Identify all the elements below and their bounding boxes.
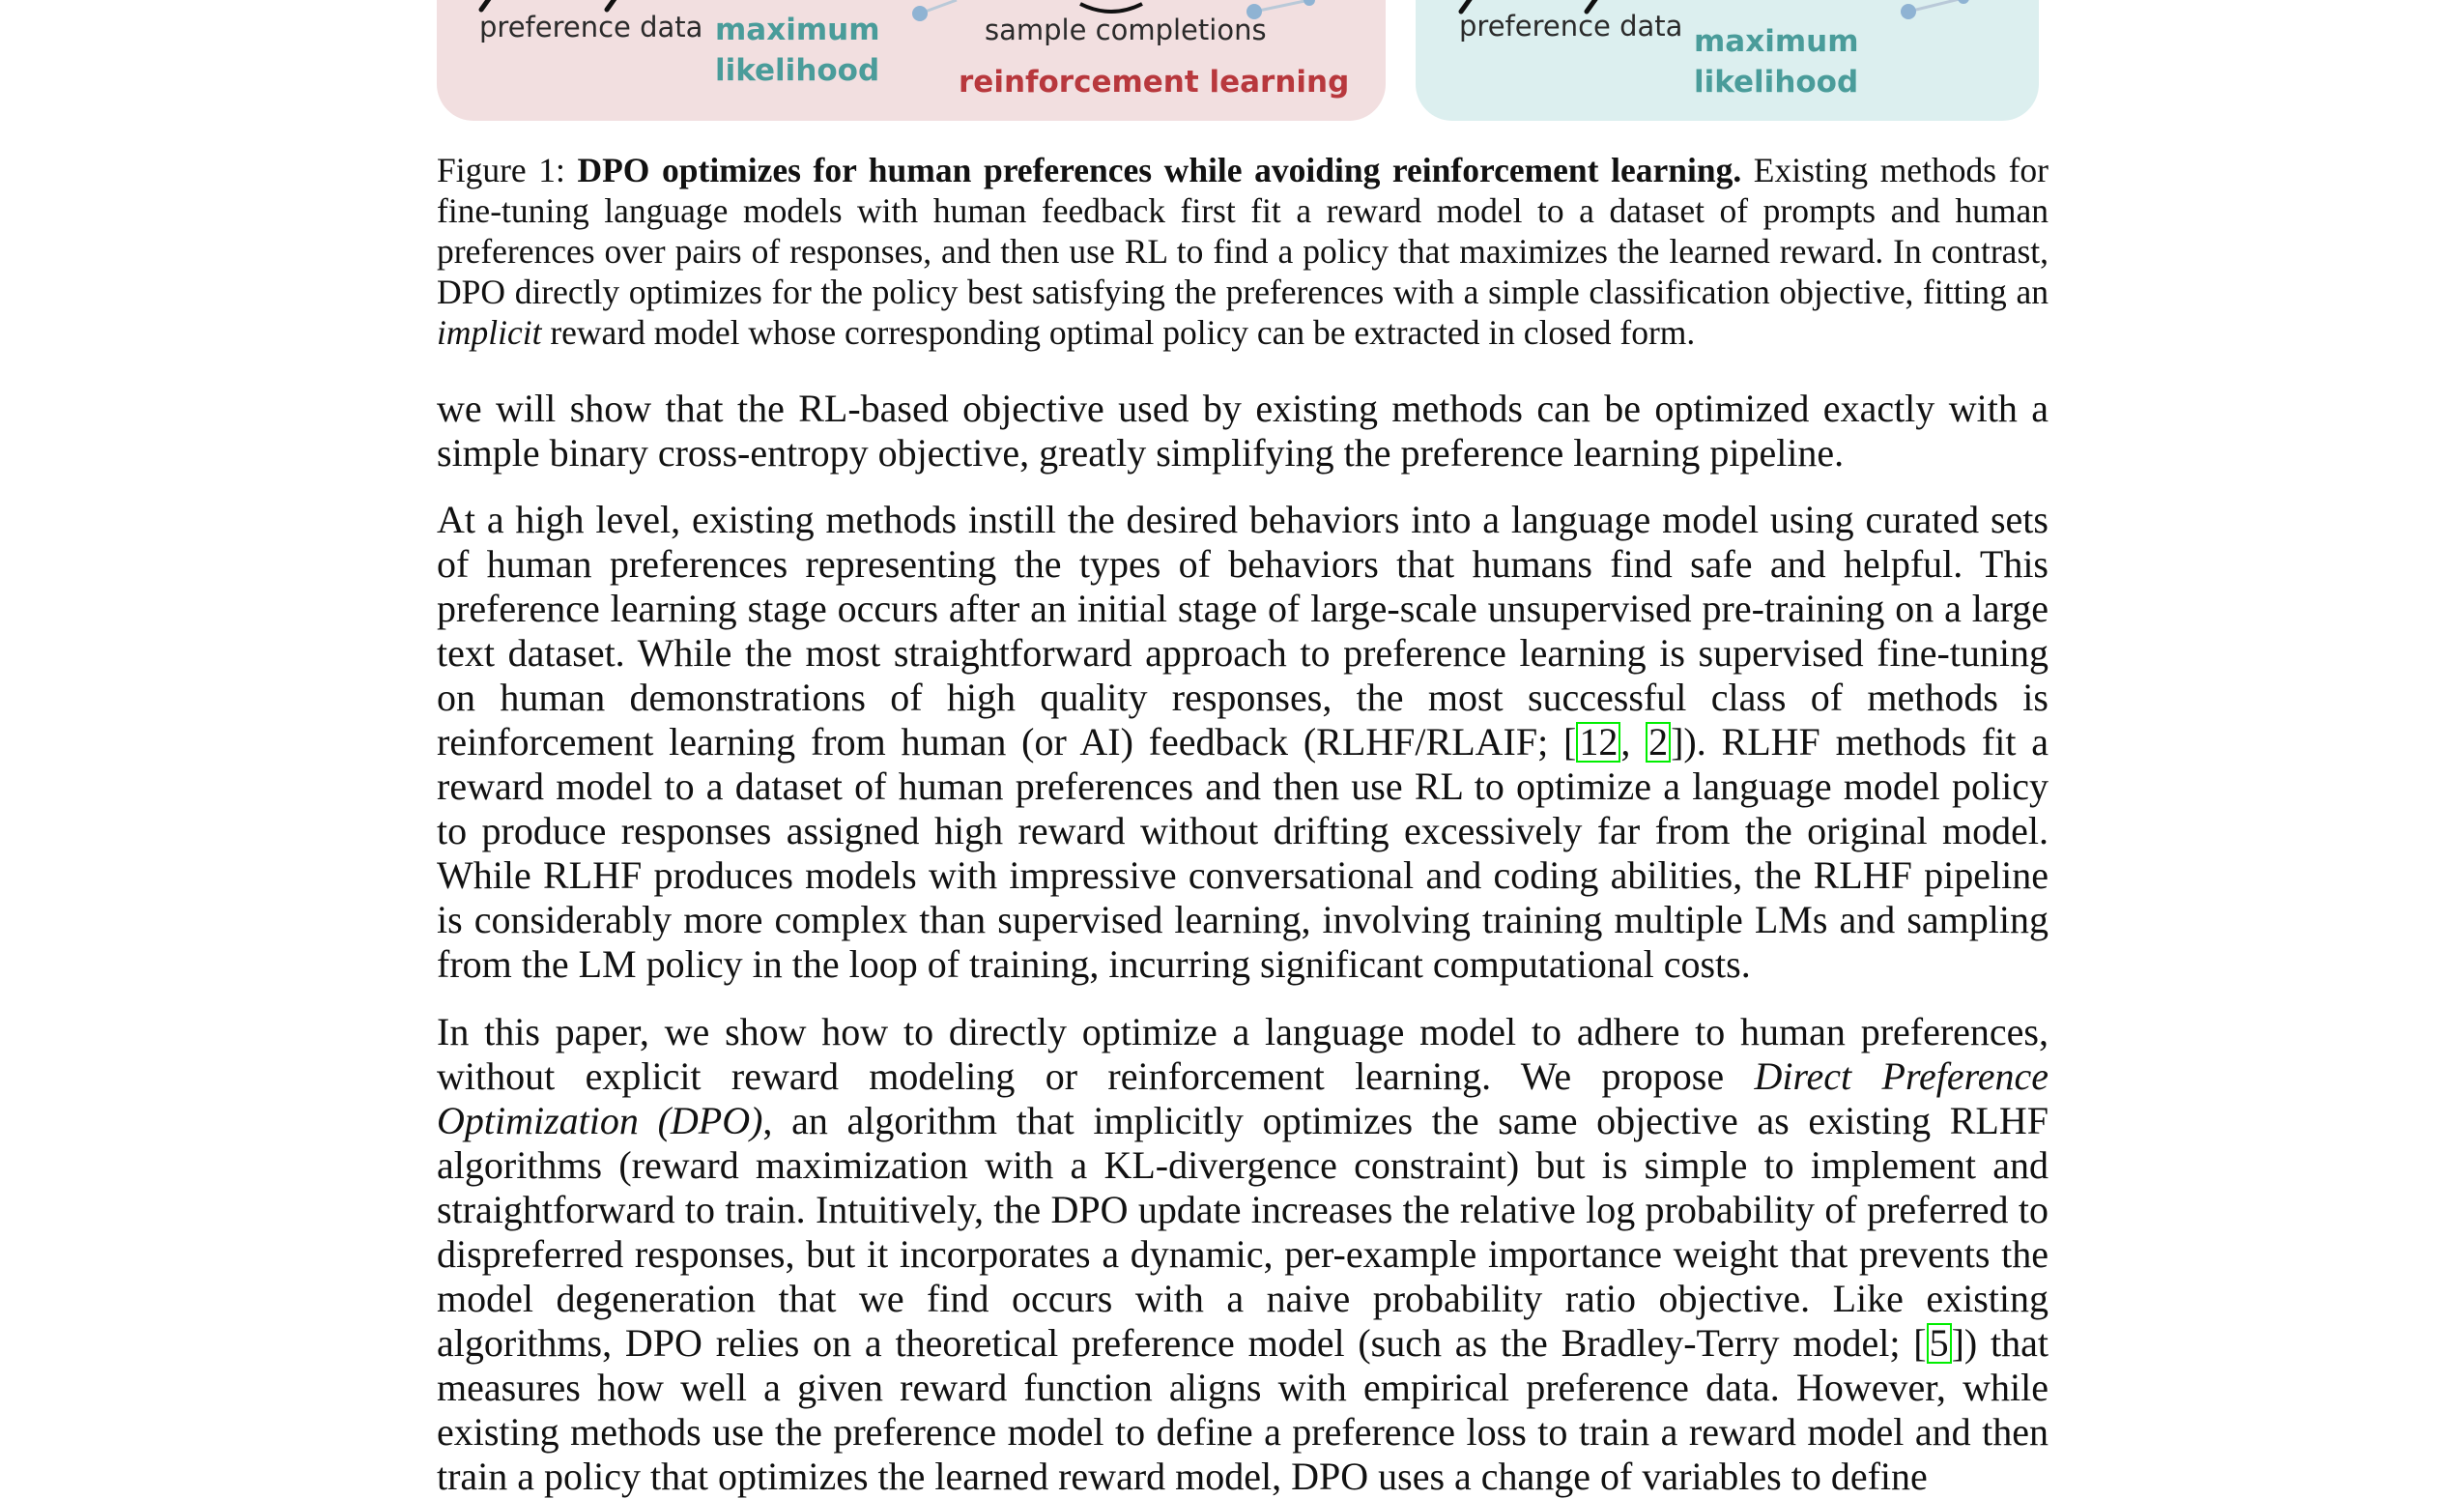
preference-data-icon-rlhf: [481, 0, 616, 10]
paragraph-2-text-a: At a high level, existing methods instill the desired behaviors into a language model using curated sets of human preferences representing the types of behaviors that humans find safe and helpful. This preference learning stage occurs after an initial stage of large-scale unsupervised pre-training on a large text dataset. While the most straightforward approach to preference learning is supervised fine-tuning on human demonstrations of high quality responses, the most successful class of methods is reinforcement learning from human (or AI) feedback (RLHF/RLAIF; [: [437, 498, 2049, 764]
citation-separator: ,: [1620, 720, 1647, 764]
network-nodes-rlhf-left: [912, 0, 957, 21]
reinforcement-learning-label: reinforcement learning: [959, 65, 1350, 100]
paragraph-3-text-c: ]) that measures how well a given reward function aligns with empirical preference data. However, while existing methods use the preference model to define a preference loss to train a reward model and then train a policy that optimizes the learned reward model, DPO uses a change of variables to define: [437, 1321, 2049, 1498]
citation-link-2[interactable]: 2: [1646, 722, 1671, 763]
rlhf-preference-data-label: preference data: [479, 11, 703, 43]
sample-completions-label: sample completions: [985, 14, 1267, 46]
caption-text-2: reward model whose corresponding optimal policy can be extracted in closed form.: [541, 313, 1696, 352]
paragraph-1: we will show that the RL-based objective used by existing methods can be optimized exactly with a simple binary cross-entropy objective, greatly simplifying the preference learning pipeline.: [437, 387, 2049, 475]
dpo-preference-data-label: preference data: [1459, 10, 1683, 43]
paragraph-2-text-b: ]). RLHF methods fit a reward model to a dataset of human preferences and then use RL to optimize a language model policy to produce responses assigned high reward without drifting excessively far from the original model. While RLHF produces models with impressive conversational and coding abilities, the RLHF pipeline is considerably more complex than supervised learning, involving training multiple LMs and sampling from the LM policy in the loop of training, incurring significant computational costs.: [437, 720, 2049, 986]
citation-link-5[interactable]: 5: [1927, 1323, 1952, 1364]
paragraph-3-text-b: , an algorithm that implicitly optimizes the same objective as existing RLHF algorithms (reward maximization with a KL-divergence constraint) but is simple to implement and straightforward to train. Intuitively, the DPO update increases the relative log probability of preferred to dispreferred responses, but it incorporates a dynamic, per-example importance weight that prevents the model degeneration that we find occurs with a naive probability ratio objective. Like existing algorithms, DPO relies on a theoretical preference model (such as the Bradley-Terry model; [: [437, 1099, 2049, 1365]
paragraph-3-text-a: In this paper, we show how to directly optimize a language model to adhere to human preferences, without explicit reward modeling or reinforcement learning. We propose: [437, 1010, 2049, 1098]
caption-italic: implicit: [437, 313, 542, 352]
citation-link-12[interactable]: 12: [1576, 722, 1620, 763]
caption-title: DPO optimizes for human preferences while avoiding reinforcement learning.: [577, 151, 1742, 189]
figure-caption: [437, 150, 2049, 353]
sample-circle-icon: [1080, 4, 1142, 12]
figure-1: [0, 0, 2464, 135]
caption-label: Figure 1:: [437, 151, 578, 189]
paragraph-2: [437, 498, 2049, 987]
dpo-maximum-likelihood-label: maximum likelihood: [1694, 24, 1859, 100]
caption-text-1: Existing methods for fine-tuning language models with human feedback first fit a reward model to a dataset of prompts and human preferences over pairs of responses, and then use RL to find a policy that maximizes the learned reward. In contrast, DPO directly optimizes for the policy best satisfying the preferences with a simple classification objective, fitting an: [437, 151, 2049, 311]
rlhf-maximum-likelihood-label: maximum likelihood: [715, 13, 880, 88]
paragraph-3-italic: Direct Preference Optimization (DPO): [437, 1054, 2049, 1142]
network-nodes-dpo: [1901, 0, 1969, 19]
paragraph-3: [437, 1010, 2049, 1499]
